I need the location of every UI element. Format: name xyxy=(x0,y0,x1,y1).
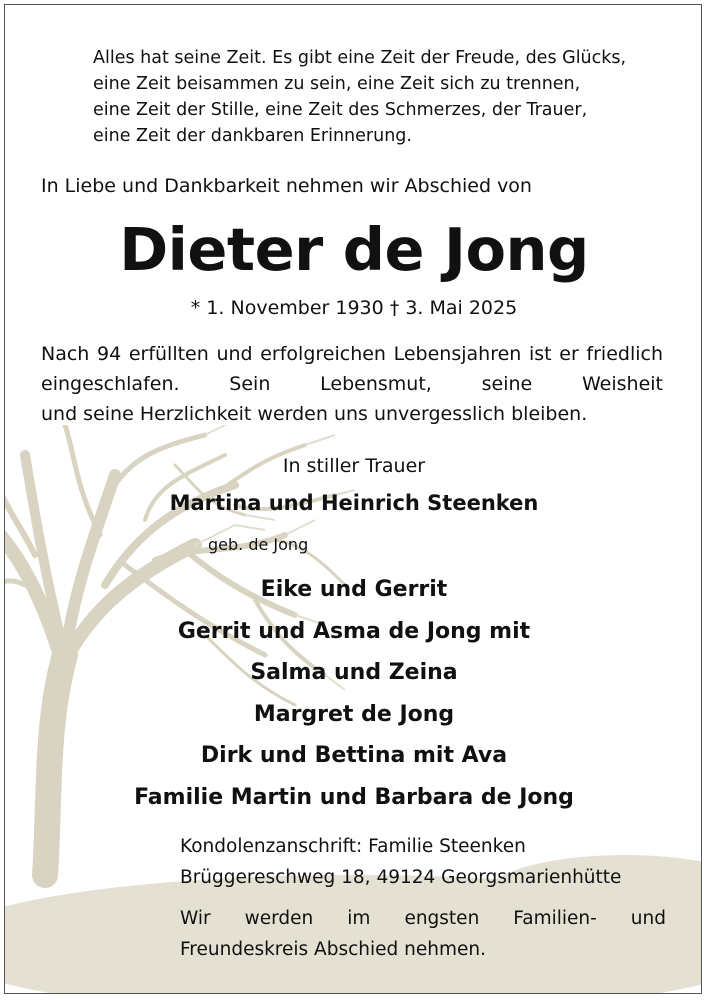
mourner-family: Gerrit und Asma de Jong mit xyxy=(177,619,531,644)
mourner-family: Familie Martin und Barbara de Jong xyxy=(134,785,574,810)
intro-line: In Liebe und Dankbarkeit nehmen wir Abschied von xyxy=(41,175,532,197)
closing-line: Wir werden im engsten Familien- und xyxy=(180,908,666,929)
mourner-family: Margret de Jong xyxy=(253,702,455,727)
primary-mourners: Martina und Heinrich Steenken xyxy=(169,491,539,515)
condolence-address xyxy=(180,831,621,893)
tribute-line: Nach 94 erfüllten und erfolgreichen Lebensjahren ist er friedlich eingeschlafen. Sein Lebensmut, seine Weisheit xyxy=(41,343,663,395)
mourner-family: Salma und Zeina xyxy=(250,660,458,685)
address-line: Kondolenzanschrift: Familie Steenken xyxy=(180,836,526,857)
tribute-paragraph xyxy=(41,339,663,429)
verse-line: Alles hat seine Zeit. Es gibt eine Zeit der Freude, des Glücks, xyxy=(93,48,627,68)
life-dates: * 1. November 1930 † 3. Mai 2025 xyxy=(190,297,518,319)
mourning-heading: In stiller Trauer xyxy=(282,455,426,477)
deceased-name: Dieter de Jong xyxy=(119,215,589,284)
maiden-name-note: geb. de Jong xyxy=(208,535,309,554)
verse-line: eine Zeit beisammen zu sein, eine Zeit sich zu trennen, xyxy=(93,74,581,94)
verse-line: eine Zeit der dankbaren Erinnerung. xyxy=(93,126,412,146)
address-line: Brüggereschweg 18, 49124 Georgsmarienhütte xyxy=(180,867,622,888)
verse xyxy=(93,45,626,149)
tribute-line: und seine Herzlichkeit werden uns unvergesslich bleiben. xyxy=(41,403,588,425)
mourner-family: Dirk und Bettina mit Ava xyxy=(200,743,508,768)
closing-note xyxy=(180,903,666,965)
verse-line: eine Zeit der Stille, eine Zeit des Schmerzes, der Trauer, xyxy=(93,100,588,120)
closing-line: Freundeskreis Abschied nehmen. xyxy=(180,939,486,960)
obituary-card xyxy=(4,4,702,994)
mourner-family: Eike und Gerrit xyxy=(260,577,448,602)
